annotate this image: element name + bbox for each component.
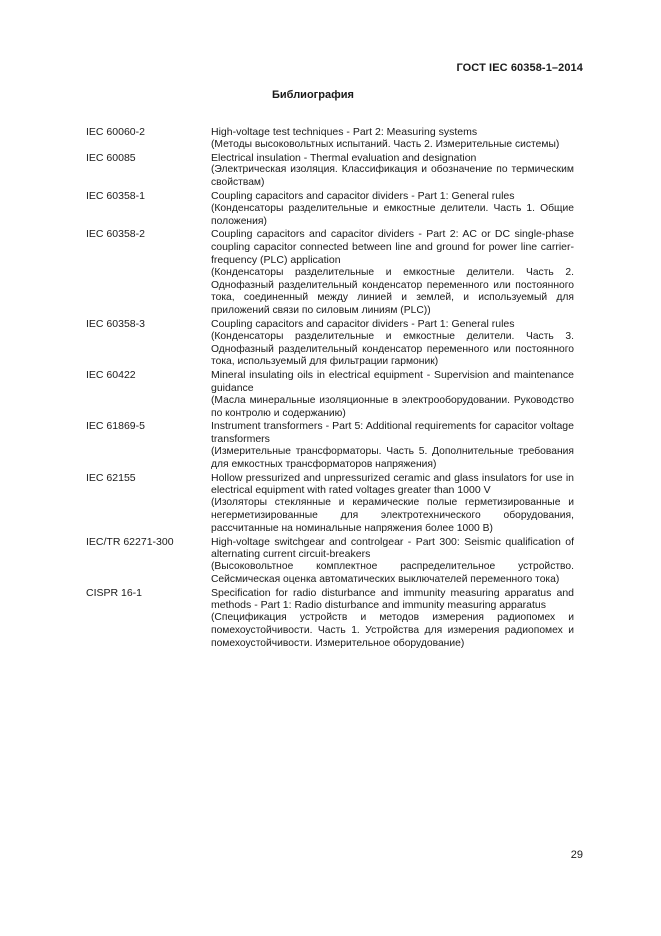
reference-description <box>211 587 574 651</box>
reference-title-russian: (Измерительные трансформаторы. Часть 5. Дополнительные требования для емкостных трансформаторов напряжения) <box>211 445 574 470</box>
bibliography-entry <box>86 152 574 190</box>
bibliography-list <box>86 126 574 651</box>
reference-title-russian: (Спецификация устройств и методов измерения радиопомех и помехоустойчивости. Часть 1. Устройства для измерения радиопомех и помехоустойчивости. Измерительное оборудование) <box>211 612 574 649</box>
reference-title-russian: (Масла минеральные изоляционные в электрооборудовании. Руководство по контролю и содержанию) <box>211 394 574 419</box>
reference-code: IEC/TR 62271-300 <box>86 535 174 548</box>
reference-code: IEC 62155 <box>86 471 136 484</box>
reference-code: IEC 60358-1 <box>86 189 145 202</box>
standard-id-header: ГОСТ IEC 60358-1–2014 <box>456 62 583 74</box>
bibliography-entry <box>86 228 574 318</box>
bibliography-entry <box>86 420 574 471</box>
reference-title-russian: (Электрическая изоляция. Классификация и обозначение по термическим свойствам) <box>211 164 574 189</box>
bibliography-entry <box>86 472 574 536</box>
reference-description <box>211 190 574 228</box>
bibliography-entry <box>86 536 574 587</box>
reference-title-russian: (Конденсаторы разделительные и емкостные делители. Часть 3. Однофазный разделительный конденсатор переменного или постоянного тока, используемый для фильтрации гармоник) <box>211 330 574 368</box>
bibliography-entry <box>86 369 574 420</box>
reference-description <box>211 126 574 152</box>
reference-description <box>211 420 574 471</box>
reference-title-english: High-voltage switchgear and controlgear - Part 300: Seismic qualification of alternating current circuit-breakers <box>211 535 574 561</box>
reference-title-english: Coupling capacitors and capacitor dividers - Part 2: AC or DC single-phase coupling capacitor connected between line and ground for power line carrier-frequency (PLC) application <box>211 228 574 266</box>
bibliography-entry <box>86 318 574 369</box>
reference-code: IEC 60060-2 <box>86 126 145 138</box>
reference-description <box>211 228 574 318</box>
reference-title-english: High-voltage test techniques - Part 2: Measuring systems <box>211 126 478 138</box>
reference-code: IEC 60085 <box>86 151 136 164</box>
reference-title-english: Electrical insulation - Thermal evaluation and designation <box>211 151 477 164</box>
reference-description <box>211 536 574 587</box>
reference-code: IEC 60358-3 <box>86 317 145 330</box>
reference-code: IEC 60358-2 <box>86 228 145 241</box>
reference-title-russian: (Методы высоковольтных испытаний. Часть 2. Измерительные системы) <box>211 138 560 150</box>
reference-description <box>211 152 574 190</box>
bibliography-entry <box>86 126 574 152</box>
reference-title-english: Coupling capacitors and capacitor dividers - Part 1: General rules <box>211 317 515 330</box>
reference-description <box>211 318 574 369</box>
reference-title-english: Instrument transformers - Part 5: Additional requirements for capacitor voltage transformers <box>211 420 574 446</box>
reference-title-english: Hollow pressurized and unpressurized ceramic and glass insulators for use in electrical equipment with rated voltages greater than 1000 V <box>211 471 574 497</box>
reference-description <box>211 472 574 536</box>
reference-title-english: Mineral insulating oils in electrical equipment - Supervision and maintenance guidance <box>211 369 574 394</box>
reference-code: IEC 60422 <box>86 369 136 382</box>
section-title: Библиография <box>272 89 354 101</box>
reference-title-russian: (Высоковольтное комплектное распределительное устройство. Сейсмическая оценка автоматических выключателей переменного тока) <box>211 561 574 585</box>
reference-title-russian: (Конденсаторы разделительные и емкостные делители. Часть 1. Общие положения) <box>211 202 574 227</box>
reference-code: CISPR 16-1 <box>86 586 143 599</box>
reference-title-russian: (Конденсаторы разделительные и емкостные делители. Часть 2. Однофазный разделительный конденсатор переменного или постоянного тока, соединенный между линией и землей, и используемый для приложений связи по силовым линиям (PLC)) <box>211 266 574 317</box>
bibliography-entry <box>86 190 574 228</box>
reference-description <box>211 369 574 420</box>
page-number: 29 <box>570 849 583 861</box>
reference-code: IEC 61869-5 <box>86 420 145 433</box>
reference-title-english: Coupling capacitors and capacitor dividers - Part 1: General rules <box>211 189 515 202</box>
reference-title-english: Specification for radio disturbance and immunity measuring apparatus and methods - Part 1: Radio disturbance and immunity measuring apparatus <box>211 586 574 612</box>
reference-title-russian: (Изоляторы стеклянные и керамические полые герметизированные и негерметизированные для электротехнического оборудования, рассчитанные на номинальные напряжения более 1000 В) <box>211 497 574 534</box>
bibliography-entry <box>86 587 574 651</box>
